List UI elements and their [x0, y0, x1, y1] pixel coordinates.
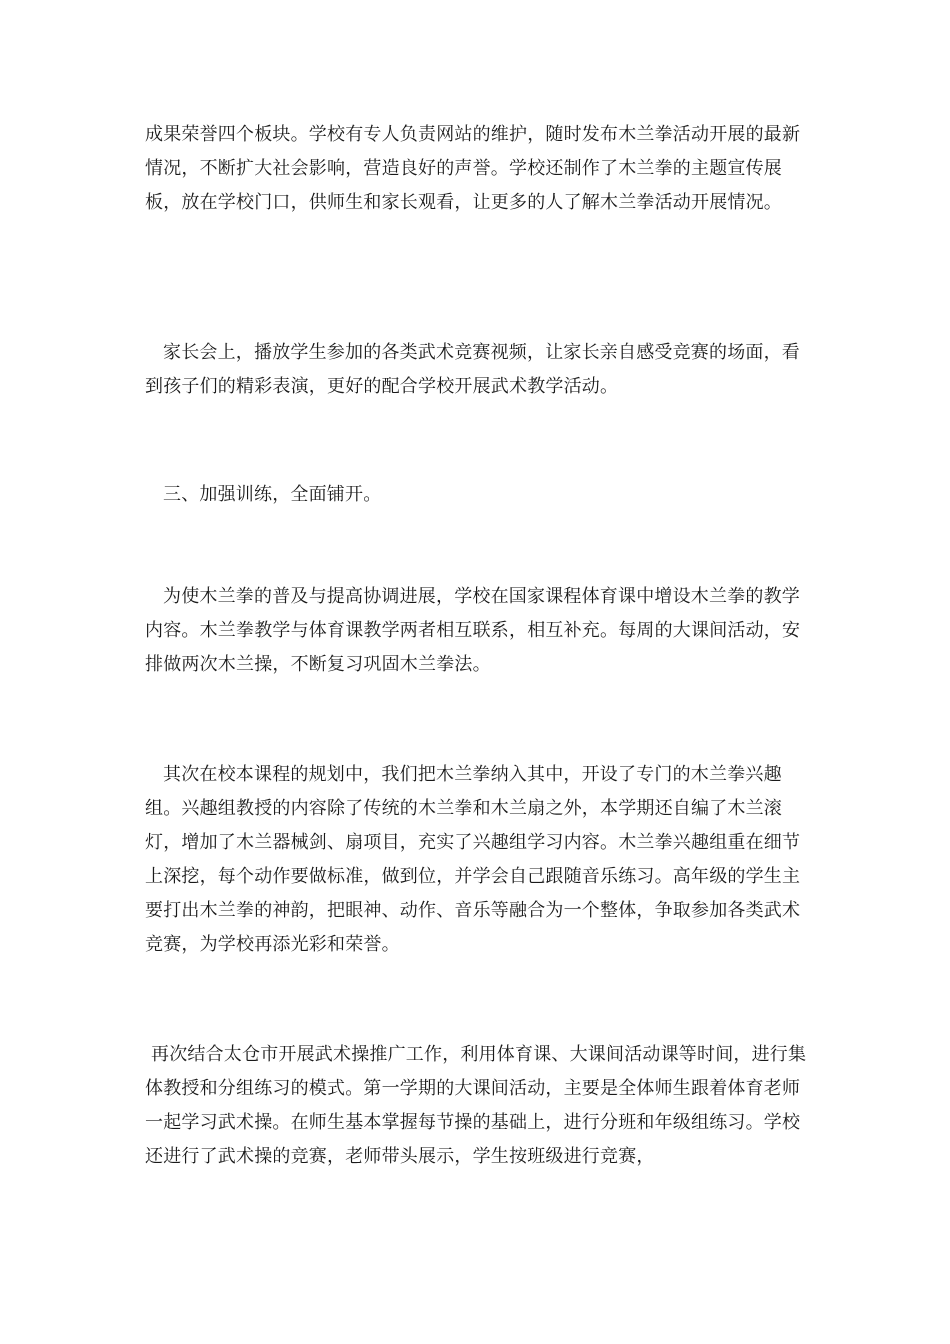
paragraph-pe-curriculum: 为使木兰拳的普及与提高协调进展，学校在国家课程体育课中增设木兰拳的教学内容。木兰拳教学与体育课教学两者相互联系，相互补充。每周的大课间活动，安排做两次木兰操，不断复习巩固木兰拳法。	[145, 586, 801, 675]
paragraph-promotion: 成果荣誉四个板块。学校有专人负责网站的维护，随时发布木兰拳活动开展的最新情况，不断扩大社会影响，营造良好的声誉。学校还制作了木兰拳的主题宣传展板，放在学校门口，供师生和家长观看，让更多的人了解木兰拳活动开展情况。	[145, 124, 801, 213]
paragraph-interest-group: 其次在校本课程的规划中，我们把木兰拳纳入其中，开设了专门的木兰拳兴趣组。兴趣组教授的内容除了传统的木兰拳和木兰扇之外，本学期还自编了木兰滚灯，增加了木兰器械剑、扇项目，充实了兴趣组学习内容。木兰拳兴趣组重在细节上深挖，每个动作要做标准，做到位，并学会自己跟随音乐练习。高年级的学生主要打出木兰拳的神韵，把眼神、动作、音乐等融合为一个整体，争取参加各类武术竞赛，为学校再添光彩和荣誉。	[145, 764, 801, 955]
section-heading: 三、加强训练，全面铺开。	[163, 484, 382, 505]
paragraph-martial-arts-exercise: 再次结合太仓市开展武术操推广工作，利用体育课、大课间活动课等时间，进行集体教授和分组练习的模式。第一学期的大课间活动，主要是全体师生跟着体育老师一起学习武术操。在师生基本掌握每节操的基础上，进行分班和年级组练习。学校还进行了武术操的竞赛，老师带头展示，学生按班级进行竞赛，	[145, 1044, 807, 1167]
paragraph-parent-meeting: 家长会上，播放学生参加的各类武术竞赛视频，让家长亲自感受竞赛的场面，看到孩子们的精彩表演，更好的配合学校开展武术教学活动。	[145, 342, 800, 397]
